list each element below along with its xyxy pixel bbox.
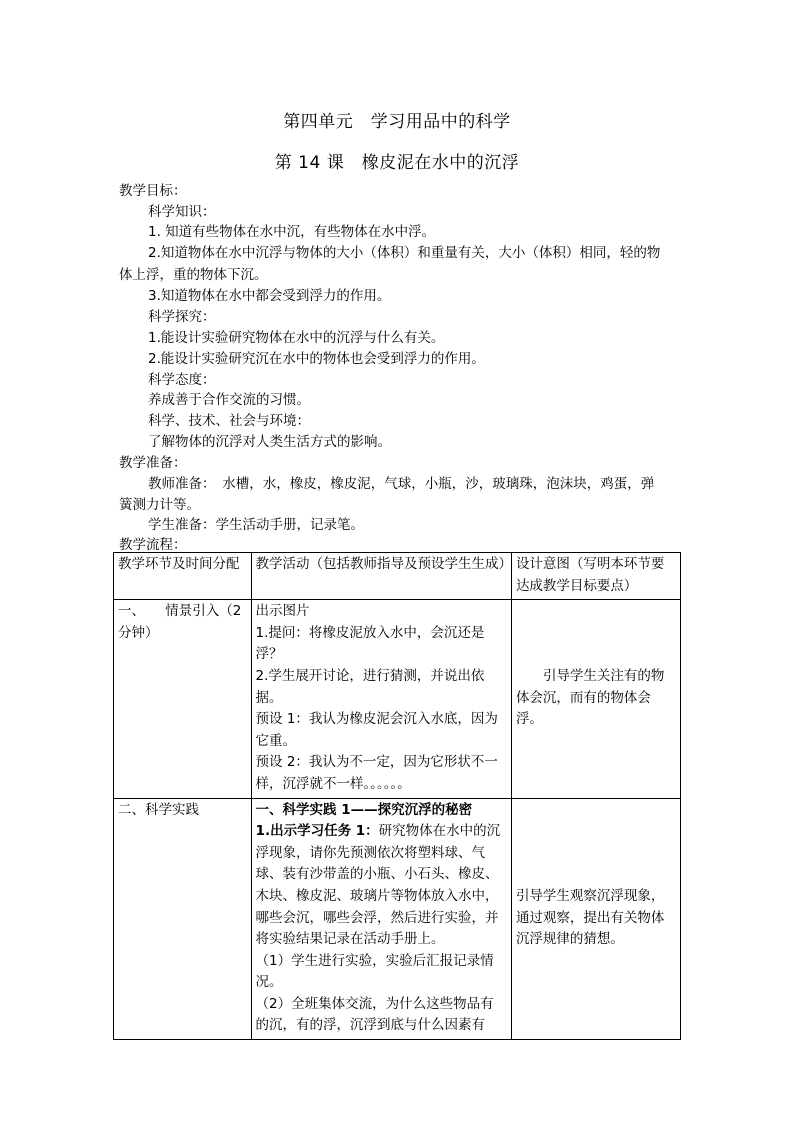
sts-item-1: 了解物体的沉浮对人类生活方式的影响。 — [148, 434, 391, 450]
preparation-heading: 教学准备： — [119, 455, 187, 471]
header-stage: 教学环节及时间分配 — [114, 553, 252, 600]
attitude-item-1: 养成善于合作交流的习惯。 — [148, 392, 310, 408]
teacher-preparation-a: 教师准备： 水槽，水，橡皮，橡皮泥，气球，小瓶，沙，玻璃珠，泡沫块，鸡蛋，弹 — [148, 476, 655, 492]
activity-line: 预设 2：我认为不一定，因为它形状不一样，沉浮就不一样。。。。。。 — [255, 754, 498, 792]
stage-cell: 一、 情景引入（2 分钟） — [114, 600, 252, 798]
teaching-flow-table — [113, 552, 681, 1040]
task-paragraph — [256, 821, 507, 951]
knowledge-item-1: 1. 知道有些物体在水中沉，有些物体在水中浮。 — [148, 224, 436, 240]
activity-line: 出示图片 — [255, 603, 310, 620]
inquiry-item-1: 1.能设计实验研究物体在水中的沉浮与什么有关。 — [148, 330, 445, 346]
task-text: 研究物体在水中的沉浮现象，请你先预测依次将塑料球、气球、装有沙带盖的小瓶、小石头、橡皮、木块、橡皮泥、玻璃片等物体放入水中，哪些会沉，哪些会浮，然后进行实验，并将实验结果记录在活动手册上。 — [255, 823, 501, 948]
activity-cell — [251, 798, 511, 1040]
sts-heading: 科学、技术、社会与环境： — [148, 413, 310, 429]
header-activity: 教学活动（包括教师指导及预设学生生成） — [251, 553, 511, 600]
stage-cell: 二、科学实践 — [114, 798, 252, 1040]
activity-line: （1）学生进行实验，实验后汇报记录情况。 — [255, 952, 494, 991]
inquiry-item-2: 2.能设计实验研究沉在水中的物体也会受到浮力的作用。 — [148, 351, 485, 367]
knowledge-item-3: 3.知道物体在水中都会受到浮力的作用。 — [148, 288, 391, 304]
activity-line: 1.提问：将橡皮泥放入水中，会沉还是浮？ — [255, 624, 485, 663]
activity-line: 预设 1：我认为橡皮泥会沉入水底，因为它重。 — [255, 711, 498, 749]
intent-cell: 引导学生关注有的物体会沉，而有的物体会浮。 — [511, 600, 680, 798]
table-row — [114, 798, 681, 1040]
task-label: 1.出示学习任务 1： — [255, 823, 379, 840]
lesson-title: 第 14 课 橡皮泥在水中的沉浮 — [274, 153, 520, 173]
activity-title: 一、科学实践 1——探究沉浮的秘密 — [255, 801, 473, 818]
activity-line: 2.学生展开讨论，进行猜测，并说出依据。 — [255, 667, 485, 706]
student-preparation: 学生准备：学生活动手册，记录笔。 — [148, 517, 364, 533]
objectives-heading: 教学目标： — [119, 183, 187, 199]
table-row — [114, 600, 681, 798]
flow-heading: 教学流程： — [119, 537, 187, 553]
attitude-heading: 科学态度： — [148, 372, 216, 388]
knowledge-item-2a: 2.知道物体在水中沉浮与物体的大小（体积）和重量有关，大小（体积）相同，轻的物 — [148, 245, 661, 261]
activity-line: （2）全班集体交流，为什么这些物品有的沉，有的浮，沉浮到底与什么因素有 — [255, 995, 494, 1034]
unit-title: 第四单元 学习用品中的科学 — [283, 112, 511, 132]
header-intent: 设计意图（写明本环节要达成教学目标要点） — [511, 553, 680, 600]
teacher-preparation-b: 簧测力计等。 — [119, 497, 200, 513]
inquiry-heading: 科学探究： — [148, 309, 216, 325]
knowledge-item-2b: 体上浮，重的物体下沉。 — [119, 267, 268, 283]
knowledge-heading: 科学知识： — [148, 204, 216, 220]
intent-cell: 引导学生观察沉浮现象，通过观察，提出有关物体沉浮规律的猜想。 — [511, 798, 680, 1040]
activity-cell — [251, 600, 511, 798]
table-header-row — [114, 553, 681, 600]
